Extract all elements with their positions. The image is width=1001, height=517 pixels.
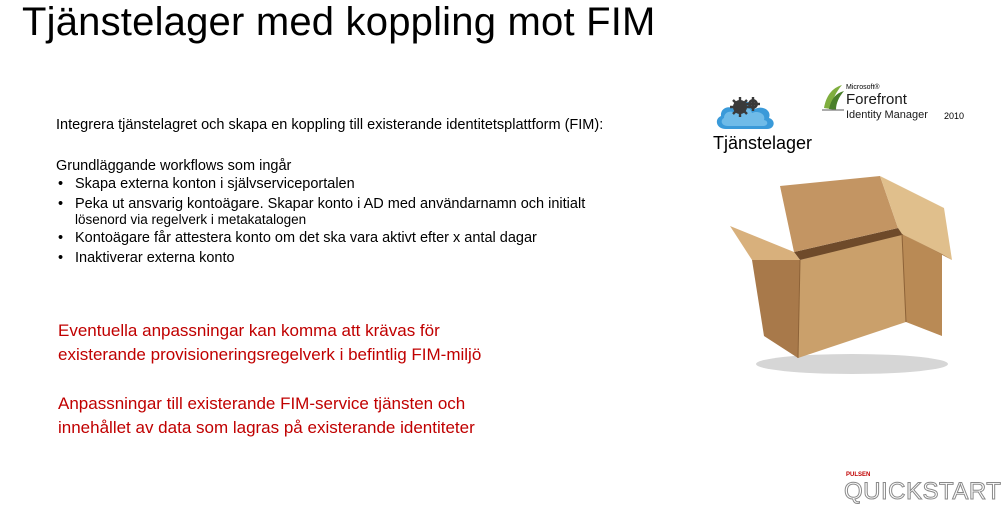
forefront-logo — [820, 82, 965, 126]
quickstart-logo — [844, 472, 1001, 512]
note-line: Eventuella anpassningar kan komma att krävas för — [58, 321, 440, 340]
quickstart-wordmark: QUICKSTART — [844, 478, 1001, 505]
cloud-gears-icon — [712, 93, 778, 133]
slide-title: Tjänstelager med koppling mot FIM — [22, 0, 656, 44]
workflows-heading: Grundläggande workflows som ingår — [56, 158, 292, 174]
list-item — [56, 196, 656, 227]
microsoft-wordmark: Microsoft® — [846, 84, 880, 91]
identity-manager-wordmark: Identity Manager — [846, 109, 928, 121]
version-year: 2010 — [944, 111, 965, 121]
intro-text: Integrera tjänstelagret och skapa en koppling till existerande identitetsplattform (FIM): — [56, 117, 604, 133]
bullet-text: Skapa externa konton i självserviceportalen — [75, 176, 355, 192]
bullet-text: Inaktiverar externa konto — [75, 250, 235, 266]
bullet-text: Kontoägare får attestera konto om det ska vara aktivt efter x antal dagar — [75, 230, 537, 246]
list-item — [56, 230, 656, 247]
note-line: innehållet av data som lagras på existerande identiteter — [58, 418, 475, 437]
forefront-wordmark: Forefront — [846, 91, 907, 108]
adjustments-note-service — [58, 392, 475, 440]
list-item — [56, 250, 656, 267]
adjustments-note-provisioning — [58, 319, 481, 367]
list-item — [56, 176, 656, 193]
open-cardboard-box-image — [720, 168, 960, 378]
pulsen-wordmark: PULSEN — [846, 472, 871, 478]
forefront-mark-icon — [820, 82, 846, 112]
note-line: existerande provisioneringsregelverk i befintlig FIM-miljö — [58, 345, 482, 364]
bullet-text: Peka ut ansvarig kontoägare. Skapar konto i AD med användarnamn och initialt — [75, 196, 586, 212]
note-line: Anpassningar till existerande FIM-service tjänsten och — [58, 394, 466, 413]
bullet-text-continued: lösenord via regelverk i metakatalogen — [75, 212, 307, 227]
workflow-list — [56, 176, 656, 270]
service-layer-label: Tjänstelager — [713, 133, 813, 153]
